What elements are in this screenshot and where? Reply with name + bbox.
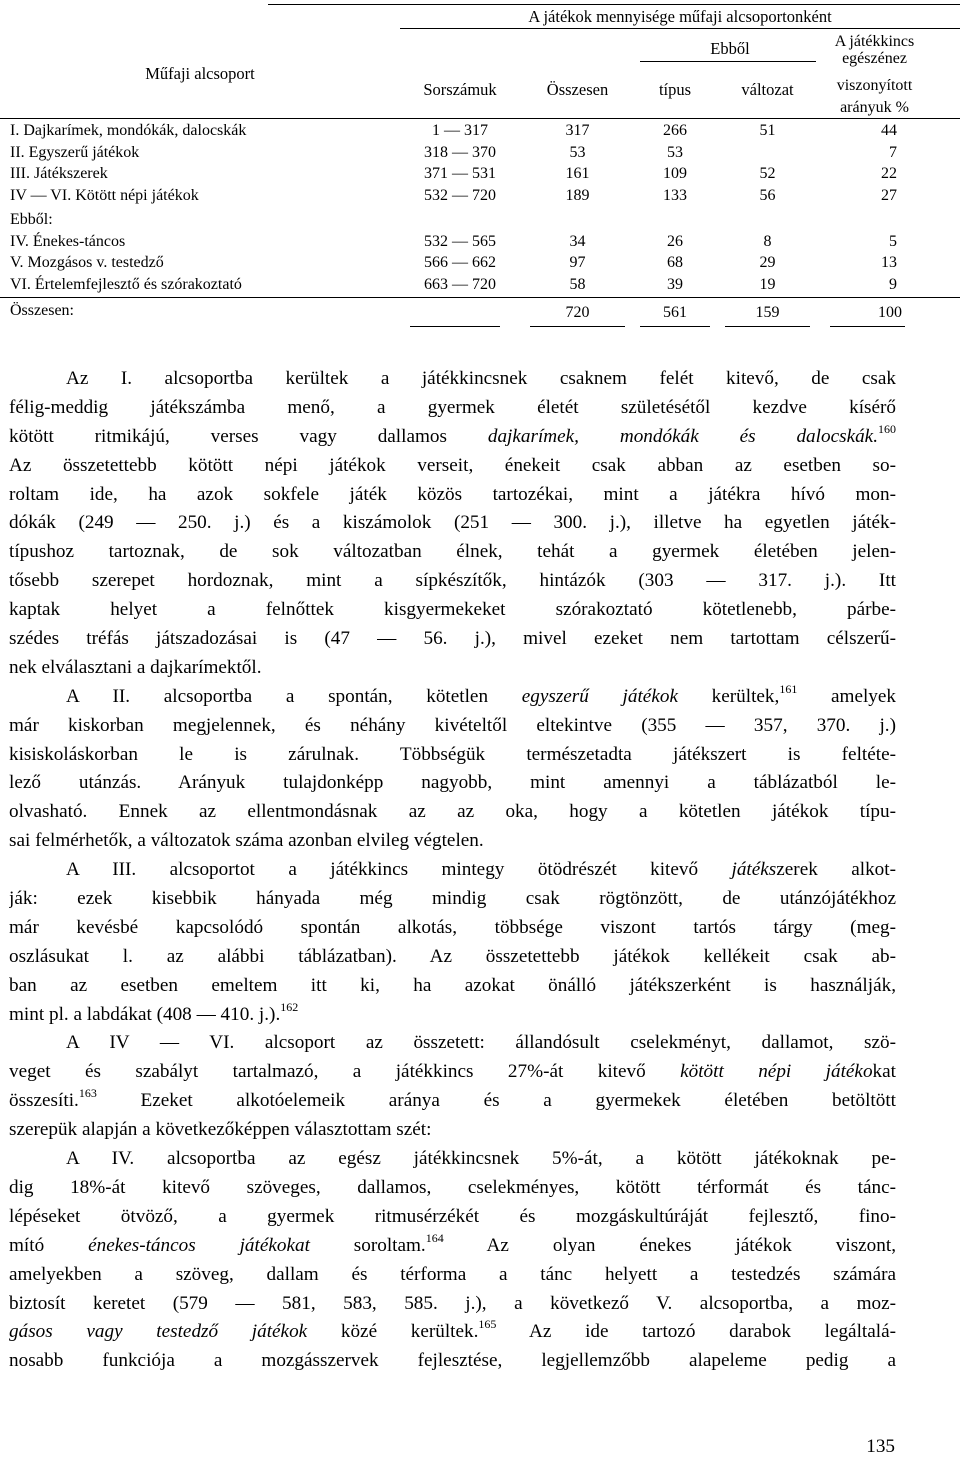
- footnote-ref: 163: [78, 1087, 97, 1101]
- row-share: 7: [889, 144, 897, 161]
- row-label: VI. Értelemfejlesztő és szórakoztató: [10, 276, 242, 293]
- row-range: 371 — 531: [424, 165, 496, 182]
- col-header-share-2: egészénez: [842, 50, 907, 67]
- text-line: Az I. alcsoportba kerültek a játékkincsnek csaknem felét kitevő, de csak: [66, 368, 896, 389]
- col-header-of-which: Ebből: [710, 39, 750, 58]
- col-header-share-1: A játékkincs: [834, 33, 915, 50]
- text-line: biztosít keretet (579 — 581, 583, 585. j.), a következő V. alcsoportba, a moz-: [9, 1292, 896, 1314]
- text-line: már kevésbé kapcsolódó spontán alkotás, többsége viszont tartós tárgy (meg-: [9, 916, 896, 938]
- text-line: [9, 1232, 896, 1261]
- row-variant: 52: [759, 165, 776, 182]
- text-line: amelyekben a szöveg, dallam és térforma a tánc helyett a testedzés számára: [9, 1263, 896, 1285]
- table-group-rule: [400, 28, 960, 29]
- row-type: 133: [663, 187, 687, 204]
- row-range: 566 — 662: [424, 254, 496, 271]
- text-line: ban az esetben emeltem itt ki, ha azokat önálló játékszerként is használják,: [9, 974, 896, 996]
- col-header-variant: változat: [741, 80, 794, 99]
- row-type: 68: [667, 254, 683, 271]
- text-span: kerültek,: [677, 685, 780, 707]
- text-span: A III. alcsoportot a játékkincs mintegy ötödrészét kitevő: [66, 859, 732, 881]
- italic-span: énekes-táncos játékokat: [88, 1234, 310, 1256]
- row-share: 44: [881, 122, 897, 139]
- genre-statistics-table: [0, 0, 960, 330]
- text-line: [9, 1058, 896, 1087]
- row-share: 22: [881, 165, 897, 182]
- text-line: dókák (249 — 250. j.) és a kiszámolok (251 — 300. j.), illetve ha egyetlen játék-: [9, 512, 896, 534]
- page-number: 135: [866, 1436, 895, 1457]
- row-share: 9: [889, 276, 897, 293]
- row-label: IV. Énekes-táncos: [10, 233, 126, 250]
- row-label: I. Dajkarímek, mondókák, dalocskák: [10, 122, 247, 139]
- row-share: 27: [881, 187, 897, 204]
- row-type: 53: [667, 144, 683, 161]
- italic-span: játéks: [731, 859, 777, 881]
- summary-underline: [640, 326, 710, 327]
- row-type: 26: [667, 233, 683, 250]
- paragraph: [9, 365, 896, 683]
- col-header-share-4: arányuk %: [840, 99, 909, 116]
- text-line: [9, 856, 896, 885]
- row-share: 13: [881, 254, 897, 271]
- row-total: 161: [565, 165, 590, 182]
- text-line: kisiskoláskorban le is zárulnak. Többségük természetadta játékszert is feltéte-: [9, 743, 896, 765]
- text-line: már kiskorban megjelennek, és néhány kivételtől eltekintve (355 — 357, 370. j.): [9, 714, 896, 736]
- row-range: 532 — 720: [424, 187, 496, 204]
- text-line: A IV — VI. alcsoport az összetett: állandósult cselekményt, dallamot, szö-: [66, 1032, 896, 1054]
- row-variant: 56: [759, 187, 776, 204]
- text-line: [9, 1087, 896, 1116]
- row-type: 266: [663, 122, 687, 139]
- row-variant: 29: [759, 254, 776, 271]
- text-line: ják: ezek kisebbik hányada még mindig csak rögtönzött, de utánzójátékhoz: [9, 888, 896, 910]
- text-line: sai felmérhetők, a változatok száma azonban elvileg végtelen.: [9, 830, 484, 852]
- of-which-rule: [640, 61, 816, 62]
- text-line: kaptak helyet a felnőttek kisgyermekeket szórakoztató kötetlenebb, párbe-: [9, 599, 896, 621]
- text-line: lépéseket ötvöző, a gyermek ritmusérzékét és mozgáskultúráját fejlesztő, fino-: [9, 1205, 896, 1227]
- col-header-share-3: viszonyított: [836, 77, 913, 94]
- text-line: A IV. alcsoportba az egész játékkincsnek 5%-át, a kötött játékoknak pe-: [66, 1148, 896, 1170]
- table-summary-rule: [0, 297, 960, 298]
- summary-variant: 159: [755, 304, 780, 321]
- row-variant: 8: [763, 233, 772, 250]
- text-span: közé kerültek.: [307, 1321, 479, 1343]
- col-header-number: Sorszámuk: [423, 80, 497, 99]
- summary-underline: [410, 326, 500, 327]
- paragraph: [9, 856, 896, 1029]
- row-type: 109: [663, 165, 687, 182]
- italic-span: kötött népi játéko: [680, 1061, 873, 1083]
- text-span: soroltam.: [309, 1234, 426, 1256]
- of-which-label: Ebből:: [10, 211, 53, 228]
- summary-share: 100: [878, 304, 902, 321]
- text-line: dig 18%-át kitevő szöveges, dallamos, cselekményes, kötött térformát és tánc-: [9, 1176, 896, 1198]
- text-line: oszlásukat l. az alábbi táblázatban). Az összetettebb játékok kellékeit csak ab-: [9, 945, 896, 967]
- text-line: [9, 423, 896, 452]
- row-variant: 51: [759, 122, 776, 139]
- paragraph: [9, 683, 896, 856]
- row-label: V. Mozgásos v. testedző: [10, 254, 164, 271]
- row-label: III. Játékszerek: [10, 165, 108, 182]
- text-span: mint pl. a labdákat (408 — 410. j.).: [9, 1003, 281, 1025]
- text-span: Az ide tartozó darabok legáltalá-: [496, 1321, 896, 1343]
- row-total: 189: [565, 187, 590, 204]
- row-range: 532 — 565: [424, 233, 496, 250]
- italic-span: gásos vagy testedző játékok: [9, 1321, 308, 1343]
- text-line: roltam ide, ha azok sokfele játék közös tartozékai, mint a játékra hívó mon-: [9, 483, 896, 505]
- text-span: veget és szabályt tartalmazó, a játékkincs 27%-át kitevő: [9, 1061, 681, 1083]
- col-header-type: típus: [658, 80, 692, 99]
- text-span: A II. alcsoportba a spontán, kötetlen: [66, 685, 522, 707]
- text-span: mító: [9, 1234, 89, 1256]
- footnote-ref: 161: [779, 682, 798, 696]
- row-label: IV — VI. Kötött népi játékok: [10, 187, 199, 204]
- text-line: Az összetettebb kötött népi játékok verseit, énekeit csak abban az esetben so-: [9, 454, 896, 476]
- summary-underline: [830, 326, 905, 327]
- paragraph: [9, 1029, 896, 1145]
- summary-total: 720: [565, 304, 590, 321]
- italic-span: dajkarímek, mondókák és dalocskák.: [487, 425, 878, 447]
- footnote-ref: 160: [878, 422, 896, 436]
- col-header-category: Műfaji alcsoport: [145, 64, 255, 83]
- text-span: amelyek: [797, 685, 896, 707]
- text-span: kat: [872, 1061, 896, 1083]
- summary-underline: [530, 326, 625, 327]
- text-line: lező utánzás. Arányuk tulajdonképp nagyobb, mint amennyi a táblázatból le-: [9, 772, 896, 794]
- text-span: zerek alkot-: [776, 859, 896, 881]
- row-label: II. Egyszerű játékok: [10, 144, 140, 161]
- text-line: olvasható. Ennek az ellentmondásnak az az oka, hogy a kötetlen játékok típu-: [9, 801, 896, 823]
- text-line: szerepük alapján a következőképpen választottam szét:: [9, 1119, 432, 1141]
- text-line: félig-meddig játékszámba menő, a gyermek életét születésétől kezdve kísérő: [9, 396, 896, 418]
- row-total: 97: [569, 254, 586, 271]
- summary-type: 561: [663, 304, 687, 321]
- summary-underline: [725, 326, 810, 327]
- footnote-ref: 165: [478, 1318, 497, 1332]
- italic-span: egyszerű játékok: [521, 685, 678, 707]
- text-line: nosabb funkciója a mozgásszervek fejlesztése, legjellemzőbb alapeleme pedig a: [9, 1350, 896, 1372]
- text-span: összesíti.: [9, 1090, 79, 1112]
- footnote-ref: 164: [425, 1231, 444, 1245]
- text-line: tősebb szerepet hordoznak, mint a sípkészítők, hintázók (303 — 317. j.). Itt: [9, 570, 896, 592]
- row-type: 39: [667, 276, 683, 293]
- row-range: 1 — 317: [432, 122, 488, 139]
- text-span: kötött ritmikájú, verses vagy dallamos: [9, 425, 488, 447]
- body-text: [9, 365, 896, 1376]
- row-share: 5: [889, 233, 897, 250]
- text-line: [9, 683, 896, 712]
- row-total: 58: [569, 276, 586, 293]
- row-total: 53: [569, 144, 586, 161]
- footnote-ref: 162: [280, 1000, 299, 1014]
- summary-label: Összesen:: [10, 302, 74, 319]
- text-line: [9, 1318, 896, 1347]
- text-line: szédes tréfás játszadozásai is (47 — 56. j.), mivel ezeket nem tartottam célszerű-: [9, 628, 896, 650]
- text-line: típushoz tartoznak, de sok változatban élnek, tehát a gyermek életében jelen-: [9, 541, 896, 563]
- paragraph: [9, 1145, 896, 1376]
- col-header-total: Összesen: [546, 80, 609, 99]
- text-line: nek elválasztani a dajkarímektől.: [9, 656, 262, 678]
- row-variant: 19: [759, 276, 776, 293]
- table-group-title: A játékok mennyisége műfaji alcsoportonként: [528, 7, 832, 26]
- row-range: 663 — 720: [424, 276, 496, 293]
- row-total: 317: [565, 122, 590, 139]
- text-line: [9, 1001, 896, 1030]
- row-range: 318 — 370: [424, 144, 496, 161]
- text-span: Az olyan énekes játékok viszont,: [443, 1234, 896, 1256]
- row-total: 34: [569, 233, 586, 250]
- table-top-rule: [268, 4, 960, 5]
- text-span: Ezeket alkotóelemeik aránya és a gyermekek életében betöltött: [96, 1090, 896, 1112]
- table-header-rule: [0, 118, 960, 119]
